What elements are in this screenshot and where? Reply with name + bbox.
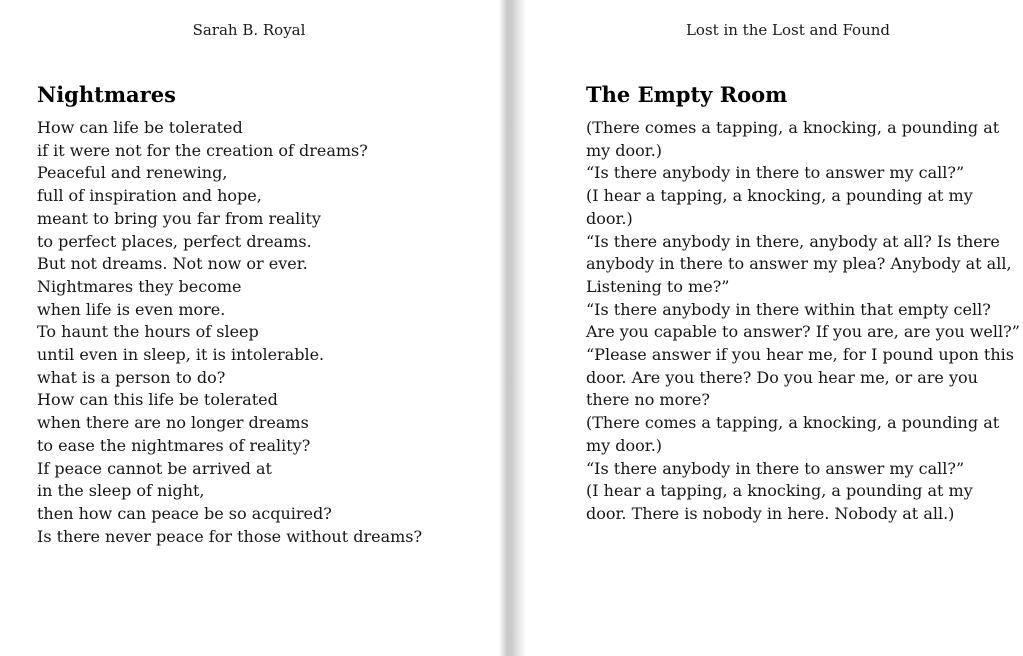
poem-line: (I hear a tapping, a knocking, a pounding at my <box>586 481 973 501</box>
poem-line: until even in sleep, it is intolerable. <box>37 345 325 365</box>
poem-line: anybody in there to answer my plea? Anybody at all, <box>586 254 1012 274</box>
poem-line: (There comes a tapping, a knocking, a pounding at <box>586 413 1000 433</box>
poem-line: How can this life be tolerated <box>37 390 278 410</box>
page-left[interactable] <box>0 0 511 656</box>
poem-line: (I hear a tapping, a knocking, a pounding at my <box>586 186 973 206</box>
poem-line: when life is even more. <box>37 299 226 319</box>
poem-line: How can life be tolerated <box>37 118 243 137</box>
poem-line: in the sleep of night, <box>37 481 205 501</box>
poem-line: (There comes a tapping, a knocking, a pounding at <box>586 118 1000 137</box>
poem-line: full of inspiration and hope, <box>37 186 262 206</box>
poem-line: To haunt the hours of sleep <box>37 322 259 342</box>
poem-line: door. There is nobody in here. Nobody at all.) <box>586 503 955 523</box>
poem-line: “Is there anybody in there to answer my call?” <box>586 458 965 478</box>
poem-body-left <box>37 117 477 548</box>
poem-line: door.) <box>586 208 633 228</box>
poem-title-right: The Empty Room <box>586 82 788 107</box>
running-header-right: Lost in the Lost and Found <box>685 21 891 39</box>
poem-line: what is a person to do? <box>37 367 226 387</box>
poem-line: Are you capable to answer? If you are, are you well?” <box>586 322 1020 342</box>
poem-line: “Is there anybody in there to answer my call?” <box>586 163 965 183</box>
poem-line: “Please answer if you hear me, for I pound upon this <box>586 345 1014 365</box>
poem-line: Peaceful and renewing, <box>37 163 228 183</box>
poem-line: meant to bring you far from reality <box>37 208 321 228</box>
poem-line: my door.) <box>586 140 663 160</box>
poem-line: Nightmares they become <box>37 276 242 296</box>
poem-line: to perfect places, perfect dreams. <box>37 231 312 251</box>
poem-line: if it were not for the creation of dreams? <box>37 140 368 160</box>
poem-line: door. Are you there? Do you hear me, or are you <box>586 367 978 387</box>
poem-line: “Is there anybody in there within that empty cell? <box>586 299 991 319</box>
poem-title-left: Nightmares <box>37 82 176 107</box>
running-header-left: Sarah B. Royal <box>192 21 306 39</box>
poem-line: Is there never peace for those without dreams? <box>37 526 423 546</box>
poem-line: “Is there anybody in there, anybody at all? Is there <box>586 231 1000 251</box>
poem-line: then how can peace be so acquired? <box>37 503 332 523</box>
poem-line: my door.) <box>586 435 663 455</box>
poem-line: when there are no longer dreams <box>37 413 309 433</box>
poem-line: But not dreams. Not now or ever. <box>37 254 308 274</box>
poem-body-right <box>586 117 1020 526</box>
page-right[interactable] <box>512 0 1023 656</box>
poem-line: there no more? <box>586 390 710 410</box>
poem-line: to ease the nightmares of reality? <box>37 435 311 455</box>
poem-line: Listening to me?” <box>586 276 730 296</box>
poem-line: If peace cannot be arrived at <box>37 458 272 478</box>
